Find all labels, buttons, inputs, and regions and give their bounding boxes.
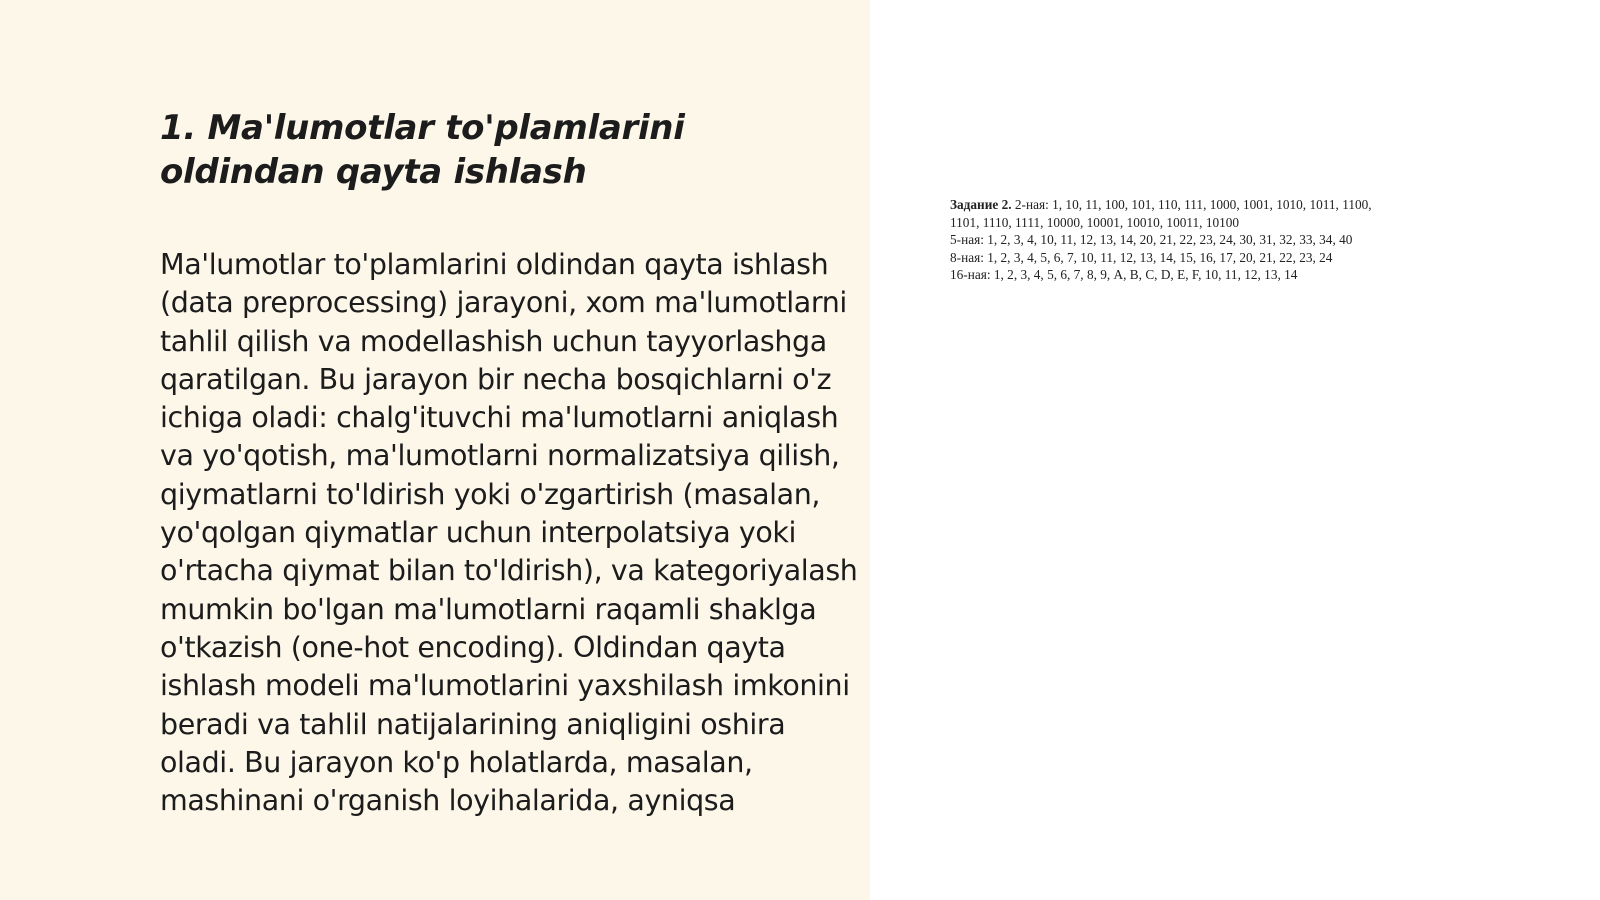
task-line-1 bbox=[950, 196, 1550, 214]
task-line-5: 16-ная: 1, 2, 3, 4, 5, 6, 7, 8, 9, A, B, C, D, E, F, 10, 11, 12, 13, 14 bbox=[950, 267, 1298, 282]
task-line-3: 5-ная: 1, 2, 3, 4, 10, 11, 12, 13, 14, 20, 21, 22, 23, 24, 30, 31, 32, 33, 34, 40 bbox=[950, 232, 1353, 247]
task-binary-values: 2-ная: 1, 10, 11, 100, 101, 110, 111, 1000, 1001, 1010, 1011, 1100, bbox=[1014, 197, 1372, 212]
slide-heading: 1. Ma'lumotlar to'plamlarini oldindan qayta ishlash bbox=[160, 108, 685, 192]
image-panel bbox=[870, 0, 1600, 900]
task-image bbox=[950, 196, 1550, 284]
task-label: Задание 2. bbox=[950, 197, 1012, 212]
task-line-4: 8-ная: 1, 2, 3, 4, 5, 6, 7, 10, 11, 12, 13, 14, 15, 16, 17, 20, 21, 22, 23, 24 bbox=[950, 249, 1333, 265]
slide-body-text: Ma'lumotlar to'plamlarini oldindan qayta ishlash (data preprocessing) jarayoni, xom ma'lumotlarni tahlil qilish va modellashish uchun tayyorlashga qaratilgan. Bu jarayon bir necha bosqichlarni o'z ichiga oladi: chalg'ituvchi ma'lumotlarni aniqlash va yo'qotish, ma'lumotlarni normalizatsiya qilish, qiymatlarni to'ldirish yoki o'zgartirish (masalan, yo'qolgan qiymatlar uchun interpolatsiya yoki o'rtacha qiymat bilan to'ldirish), va kategoriyalash mumkin bo'lgan ma'lumotlarni raqamli shaklga o'tkazish (one-hot encoding). Oldindan qayta ishlash modeli ma'lumotlarini yaxshilash imkonini beradi va tahlil natijalarining aniqligini oshira oladi. Bu jarayon ko'p holatlarda, masalan, mashinani o'rganish loyihalarida, ayniqsa bbox=[160, 248, 858, 818]
task-line-2: 1101, 1110, 1111, 10000, 10001, 10010, 10011, 10100 bbox=[950, 214, 1240, 230]
